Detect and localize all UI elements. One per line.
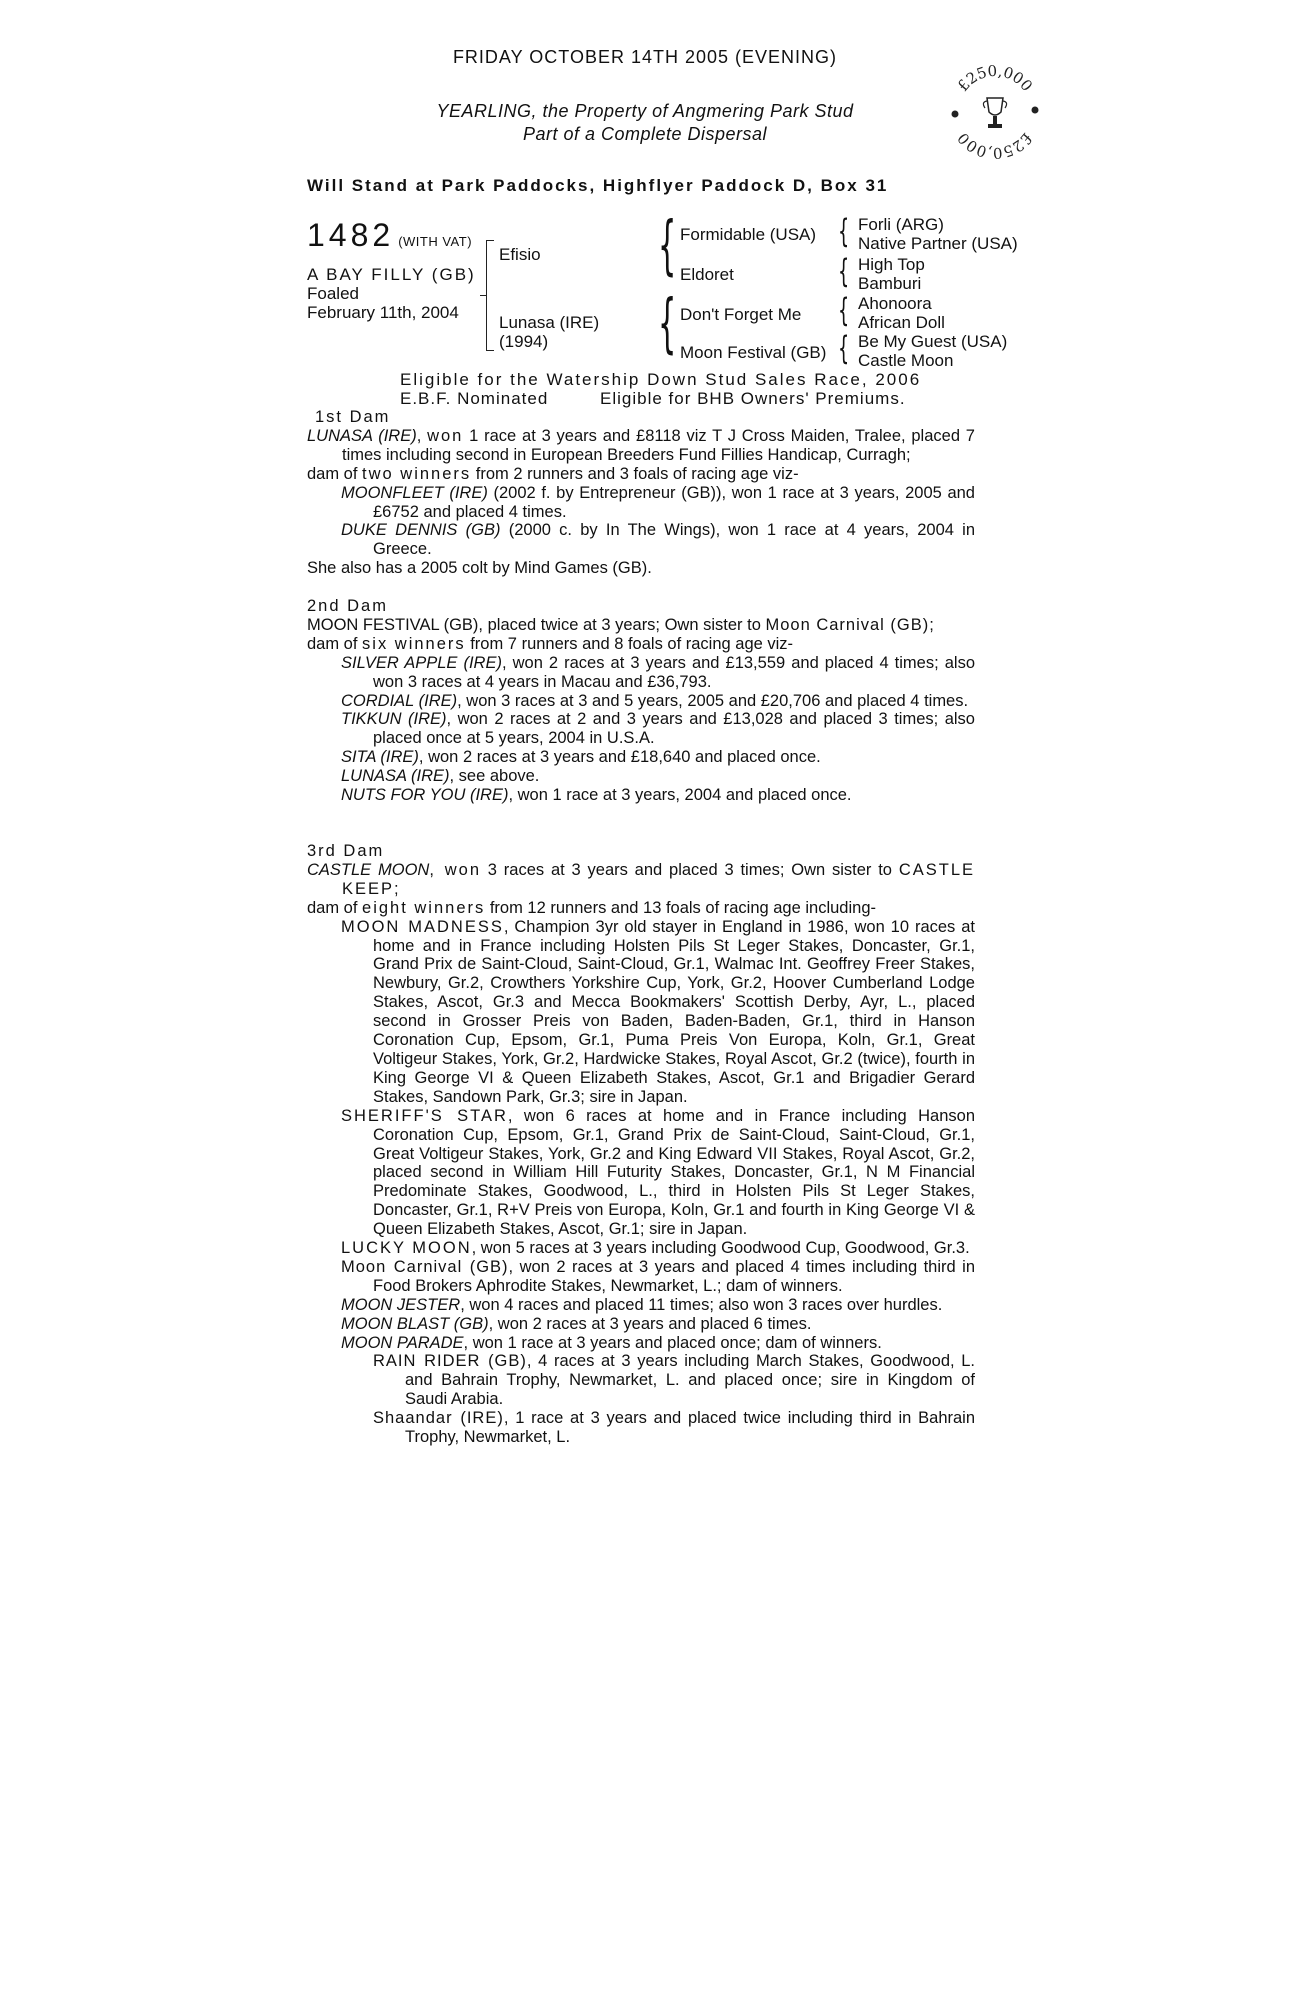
first-dam-lunasa: LUNASA (IRE), won 1 race at 3 years and £8118 viz T J Cross Maiden, Tralee, placed 7 times including second in European Breeders Fund Fillies Handicap, Curragh; <box>307 426 975 464</box>
foaled-date: February 11th, 2004 <box>307 303 459 322</box>
progeny-text: (2000 c. by In The Wings), won 1 race at 4 years, 2004 in Greece. <box>373 521 975 559</box>
pedigree-g8: Castle Moon <box>858 351 954 370</box>
progeny-name: SHERIFF'S STAR <box>341 1106 508 1125</box>
pedigree-brace-g1: { <box>838 212 850 250</box>
progeny-name: SILVER APPLE (IRE) <box>341 653 502 672</box>
progeny-cordial <box>307 692 975 711</box>
pedigree-g6: African Doll <box>858 313 945 332</box>
progeny-rain-rider <box>307 1352 975 1409</box>
third-dam-sister: CASTLE KEEP <box>342 860 975 898</box>
progeny-name: MOON PARADE <box>341 1333 464 1352</box>
progeny-lucky-moon <box>307 1239 975 1258</box>
progeny-text: , won 1 race at 3 years, 2004 and placed once. <box>508 786 852 805</box>
dam-of-suffix: from 2 runners and 3 foals of racing age viz- <box>471 464 799 483</box>
progeny-moon-carnival <box>307 1258 975 1296</box>
progeny-moonfleet <box>307 484 975 522</box>
progeny-moon-jester <box>307 1296 975 1315</box>
pedigree-g2: Native Partner (USA) <box>858 234 1018 253</box>
dam-of-prefix: dam of <box>307 634 363 653</box>
first-dam-dam-of <box>307 465 975 484</box>
pedigree-dam: Lunasa (IRE) <box>499 313 600 332</box>
progeny-moon-blast <box>307 1315 975 1334</box>
dam-of-suffix: from 12 runners and 13 foals of racing age including- <box>485 898 876 917</box>
pedigree-g7: Be My Guest (USA) <box>858 332 1008 351</box>
progeny-name: TIKKUN (IRE) <box>341 710 447 729</box>
sale-date: FRIDAY OCTOBER 14TH 2005 (EVENING) <box>452 47 838 67</box>
dam-of-suffix: from 7 runners and 8 foals of racing age viz- <box>465 634 794 653</box>
vat-note: (WITH VAT) <box>398 234 473 249</box>
svg-text:£250,000: £250,000 <box>953 62 1037 95</box>
progeny-name: MOON MADNESS <box>341 917 504 936</box>
second-dam-line1-end: ; <box>929 615 934 634</box>
progeny-name: NUTS FOR YOU (IRE) <box>341 786 509 805</box>
progeny-text: , won 2 races at 3 years and £13,559 and placed 4 times; also won 3 races at 4 years in Macau and £36,793. <box>373 653 975 691</box>
foaled-label: Foaled <box>307 284 359 303</box>
pedigree-sire: Efisio <box>499 245 541 264</box>
pedigree-g1: Forli (ARG) <box>858 215 944 234</box>
progeny-text: , won 5 races at 3 years including Goodwood Cup, Goodwood, Gr.3. <box>471 1239 970 1258</box>
third-dam-section <box>307 842 975 1447</box>
progeny-name: Shaandar (IRE) <box>373 1409 504 1428</box>
third-dam-won: , won <box>429 860 481 879</box>
pedigree-g3: High Top <box>858 255 925 274</box>
progeny-text: , won 2 races at 3 years and £18,640 and placed once. <box>418 748 821 767</box>
third-dam-name: CASTLE MOON <box>307 860 430 879</box>
progeny-sita <box>307 748 975 767</box>
dam-of-prefix: dam of <box>307 464 363 483</box>
first-dam-heading: 1st Dam <box>315 408 391 426</box>
dam-of-winners: two winners <box>362 464 472 483</box>
pedigree-sire-sire: Formidable (USA) <box>680 225 817 244</box>
progeny-sheriffs-star <box>307 1107 975 1239</box>
dam-of-prefix: dam of <box>307 898 363 917</box>
pedigree-brace-g3: { <box>838 252 850 290</box>
first-dam-won: won <box>427 426 464 445</box>
progeny-name: DUKE DENNIS (GB) <box>341 521 501 540</box>
progeny-silver-apple <box>307 654 975 692</box>
lot-number-value: 1482 <box>307 217 395 253</box>
vendor-line: YEARLING, the Property of Angmering Park Stud <box>436 101 854 121</box>
pedigree-sire-dam: Eldoret <box>680 265 734 284</box>
pedigree-brace-sire: { <box>658 209 677 283</box>
pedigree-brace-g7: { <box>838 329 850 367</box>
progeny-text: , won 2 races at 2 and 3 years and £13,028 and placed 3 times; also placed once at 5 years, 2004 in U.S.A. <box>373 710 975 748</box>
stall-location: Will Stand at Park Paddocks, Highflyer Paddock D, Box 31 <box>307 176 889 195</box>
progeny-tikkun <box>307 710 975 748</box>
pedigree-brace-dam: { <box>658 287 677 361</box>
progeny-text: , won 2 races at 3 years and placed 4 times including third in Food Brokers Aphrodite Stakes, Newmarket, L.; dam of winners. <box>373 1257 975 1295</box>
third-dam-heading: 3rd Dam <box>307 842 385 860</box>
progeny-lunasa <box>307 767 975 786</box>
progeny-text: , 1 race at 3 years and placed twice including third in Bahrain Trophy, Newmarket, L. <box>405 1409 976 1447</box>
lot-description: A BAY FILLY (GB) <box>307 265 476 284</box>
progeny-text: , won 6 races at home and in France including Hanson Coronation Cup, Epsom, Gr.1, Grand Prix de Saint-Cloud, Saint-Cloud, Gr.1, Great Voltigeur Stakes, York, Gr.2 and King Edward VII Stakes, Royal Ascot, Gr.2, placed second in William Hill Futurity Stakes, Doncaster, Gr.1, N M Financial Predominate Stakes, Goodwood, L., third in Holsten Pils St Leger Stakes, Doncaster, Gr.1, R+V Preis von Europa, Koln, Gr.1 and fourth in King George VI & Queen Elizabeth Stakes, Ascot, Gr.1; sire in Japan. <box>373 1106 975 1239</box>
progeny-text: , won 3 races at 3 and 5 years, 2005 and £20,706 and placed 4 times. <box>457 691 969 710</box>
progeny-name: SITA (IRE) <box>341 748 419 767</box>
second-dam-line1: MOON FESTIVAL (GB), placed twice at 3 years; Own sister to <box>307 615 766 634</box>
pedigree-g4: Bamburi <box>858 274 922 293</box>
progeny-nuts-for-you <box>307 786 975 805</box>
progeny-text: , won 2 races at 3 years and placed 6 times. <box>488 1314 812 1333</box>
dam-of-winners: six winners <box>362 634 466 653</box>
progeny-moon-madness <box>307 918 975 1107</box>
second-dam-sister: Moon Carnival (GB) <box>765 615 930 634</box>
progeny-text: , see above. <box>449 767 540 786</box>
third-dam-text: 3 races at 3 years and placed 3 times; Own sister to <box>481 860 899 879</box>
progeny-text: , Champion 3yr old stayer in England in 1986, won 10 races at home and in France including Holsten Pils St Leger Stakes, Doncaster, Gr.1, Grand Prix de Saint-Cloud, Saint-Cloud, Gr.1, Walmac Int. Geoffrey Freer Stakes, Newbury, Gr.2, Crowthers Yorkshire Cup, York, Gr.2, Hoover Cumberland Lodge Stakes, Ascot, Gr.3 and Mecca Bookmakers' Scottish Derby, Ayr, L., placed second in Grosser Preis von Baden, Baden-Baden, Gr.1, third in Hanson Coronation Cup, Epsom, Gr.1, Puma Preis Von Europa, Koln, Gr.1, Great Voltigeur Stakes, York, Gr.2, Hardwicke Stakes, Royal Ascot, Gr.2 (twice), fourth in King George VI & Queen Elizabeth Stakes, Ascot, Gr.1 and Brigadier Gerard Stakes, Sandown Park, Gr.3; sire in Japan. <box>373 917 976 1106</box>
pedigree-dam-dam: Moon Festival (GB) <box>680 343 827 362</box>
progeny-name: RAIN RIDER (GB) <box>373 1352 527 1371</box>
pedigree-brace-main <box>486 240 487 350</box>
pedigree-brace-g5: { <box>838 291 850 329</box>
progeny-shaandar <box>307 1409 975 1447</box>
dispersal-line: Part of a Complete Dispersal <box>522 124 768 144</box>
pedigree-dam-sire: Don't Forget Me <box>680 305 802 324</box>
first-dam-name: LUNASA (IRE) <box>307 426 417 445</box>
pedigree-g5: Ahonoora <box>858 294 932 313</box>
eligibility-bhb: Eligible for BHB Owners' Premiums. <box>600 389 906 408</box>
third-dam-dam-of <box>307 899 975 918</box>
progeny-name: LUCKY MOON <box>341 1239 472 1258</box>
first-dam-also: She also has a 2005 colt by Mind Games (GB). <box>307 559 652 578</box>
progeny-name: MOON JESTER <box>341 1295 461 1314</box>
second-dam-section <box>307 597 975 805</box>
second-dam-heading: 2nd Dam <box>307 597 388 615</box>
progeny-name: MOON BLAST (GB) <box>341 1314 489 1333</box>
second-dam-dam-of <box>307 635 975 654</box>
lot-number <box>307 217 472 260</box>
prize-seal-icon <box>945 62 1045 162</box>
progeny-name: MOONFLEET (IRE) <box>341 483 488 502</box>
progeny-text: , won 1 race at 3 years and placed once; dam of winners. <box>463 1333 882 1352</box>
first-dam-line1: 1 race at 3 years and £8118 viz T J Cross Maiden, Tralee, placed <box>463 426 960 445</box>
third-dam-end: ; <box>394 879 399 898</box>
svg-text:£250,000: £250,000 <box>953 129 1037 162</box>
second-dam-moon-festival <box>307 616 975 635</box>
progeny-name: LUNASA (IRE) <box>341 767 450 786</box>
progeny-text: (2002 f. by Entrepreneur (GB)), won 1 race at 3 years, 2005 and £6752 and placed 4 times. <box>373 483 975 521</box>
dam-of-winners: eight winners <box>362 898 486 917</box>
first-dam-section <box>307 408 975 578</box>
eligibility-ebf: E.B.F. Nominated <box>400 389 549 408</box>
pedigree-dam-year: (1994) <box>499 332 549 351</box>
progeny-duke-dennis <box>307 521 975 559</box>
progeny-name: CORDIAL (IRE) <box>341 691 458 710</box>
progeny-text: , won 4 races and placed 11 times; also won 3 races over hurdles. <box>460 1295 943 1314</box>
progeny-name: Moon Carnival (GB) <box>341 1257 509 1276</box>
first-dam-line2: 7 times including second in European Breeders Fund Fillies Handicap, Curragh; <box>342 426 975 464</box>
eligibility-watership: Eligible for the Watership Down Stud Sales Race, 2006 <box>400 370 922 389</box>
progeny-moon-parade <box>307 1334 975 1353</box>
third-dam-castle-moon <box>307 861 975 899</box>
progeny-text: , 4 races at 3 years including March Stakes, Goodwood, L. and Bahrain Trophy, Newmarket, L. and placed once; sire in Kingdom of Saudi Arabia. <box>405 1352 975 1409</box>
